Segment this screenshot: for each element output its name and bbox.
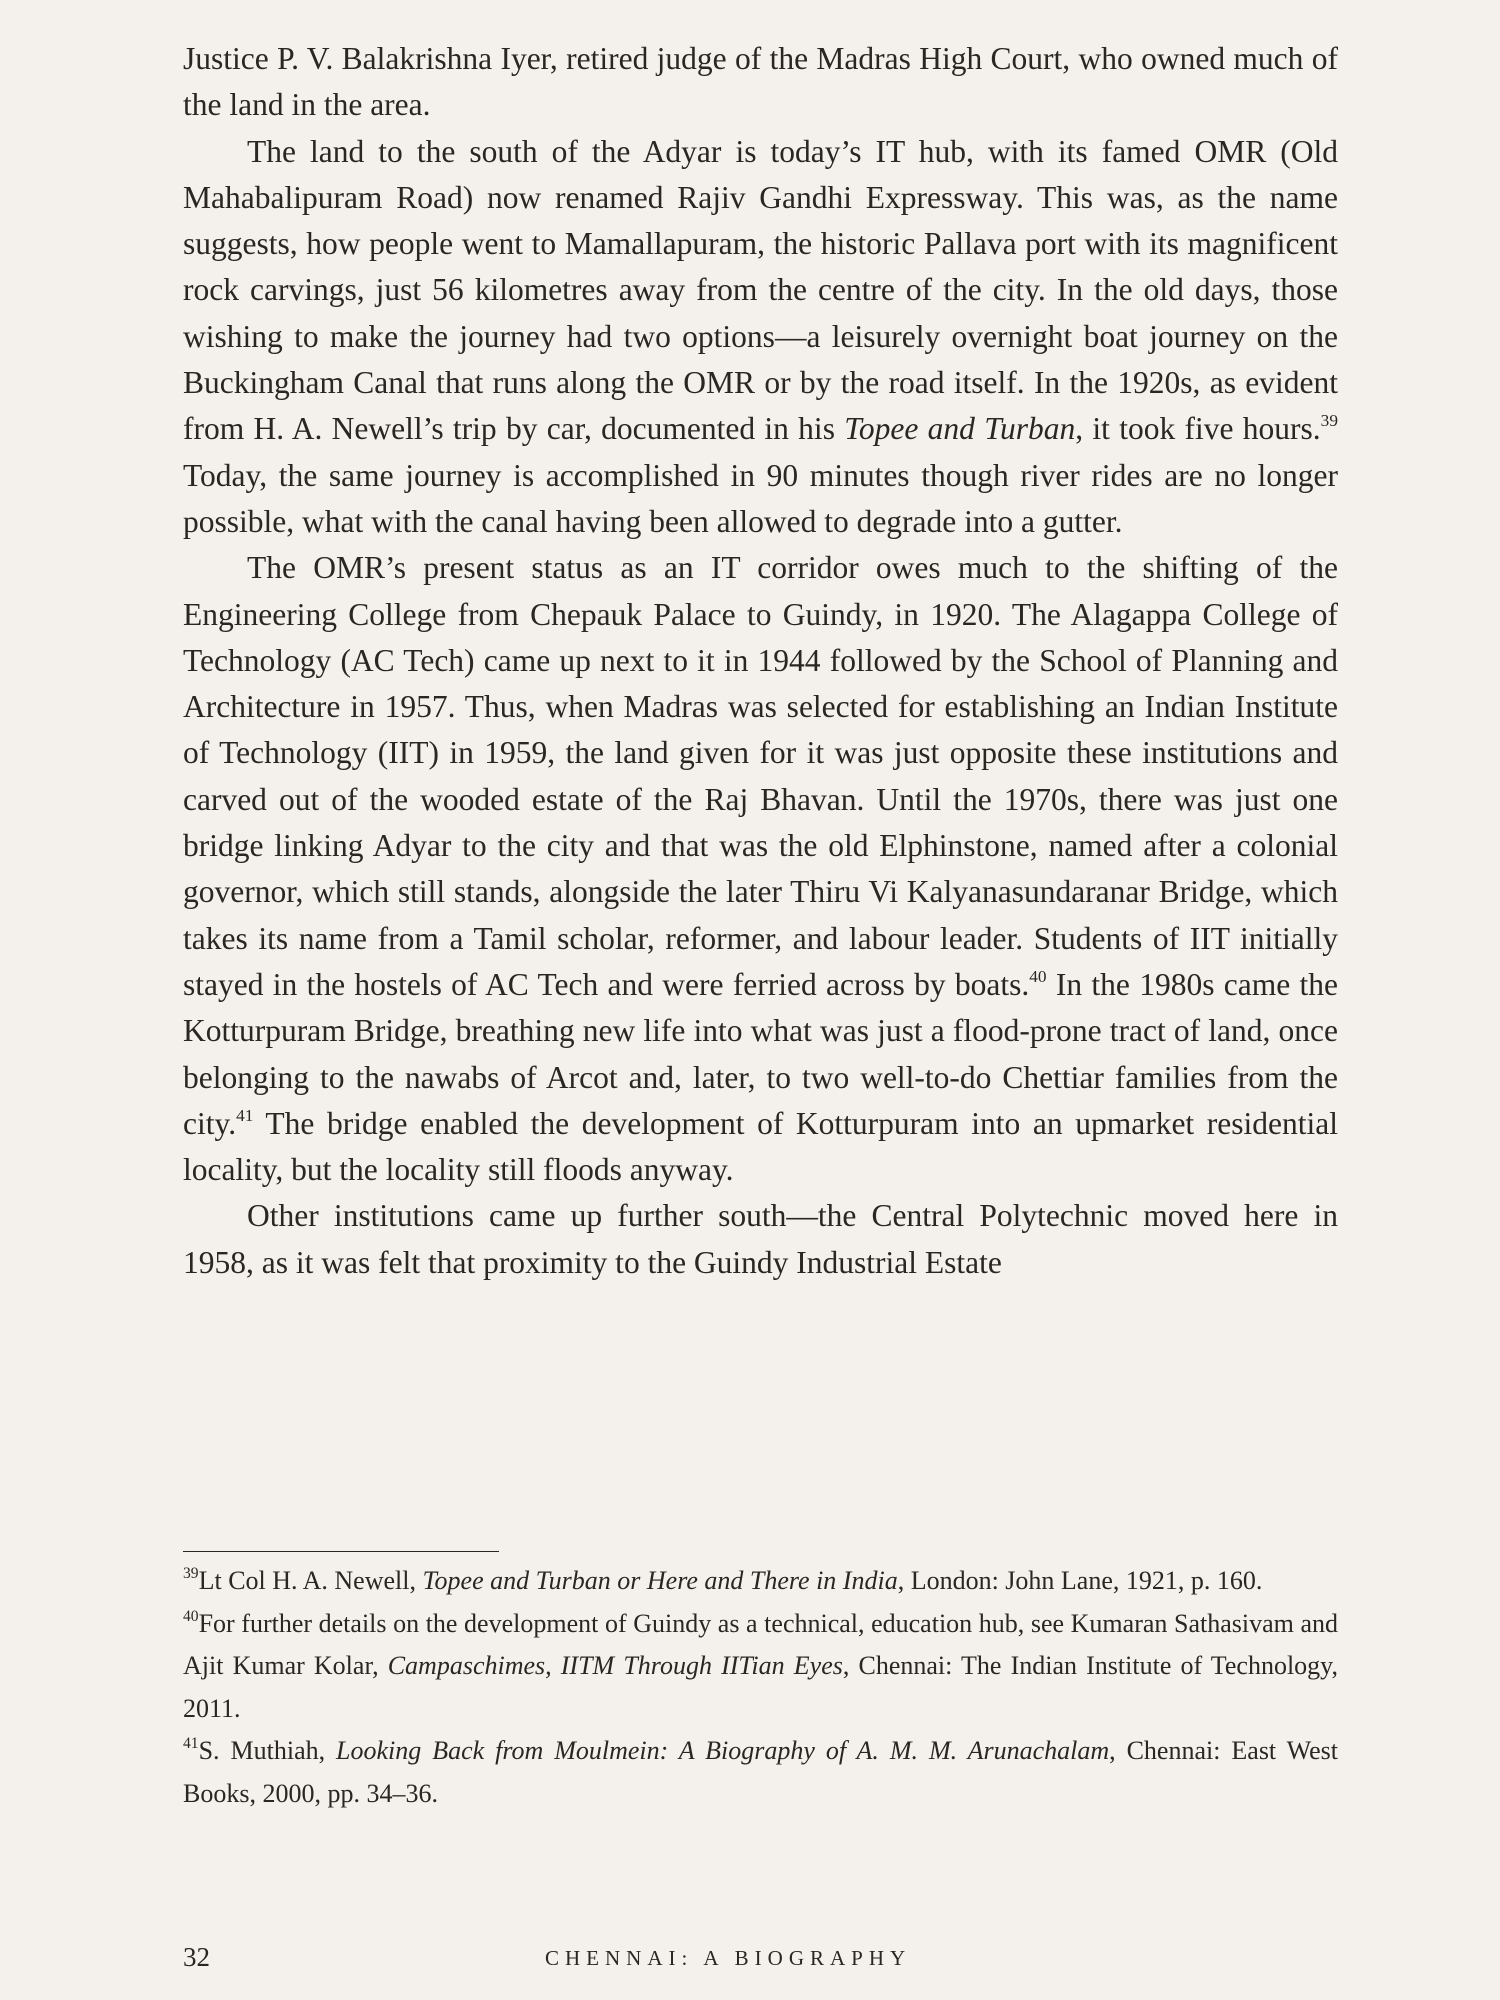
italic-title: Topee and Turban or Here and There in India <box>422 1566 898 1595</box>
text-run: S. Muthiah, <box>198 1736 337 1765</box>
body-text <box>183 36 1338 1286</box>
footnote <box>183 1730 1338 1815</box>
text-run: , Chennai: East West Books, 2000, pp. 34–36. <box>183 1736 1338 1808</box>
text-run: Other institutions came up further south—the Central Polytechnic moved here in 1958, as it was felt that proximity to the Guindy Industrial Estate <box>183 1198 1338 1280</box>
text-run: For further details on the development of Guindy as a technical, education hub, see Kumaran Sathasivam and Ajit Kumar Kolar, <box>183 1608 1338 1680</box>
text-run: The land to the south of the Adyar is today’s IT hub, with its famed OMR (Old Mahabalipuram Road) now renamed Rajiv Gandhi Expressway. This was, as the name suggests, how people went to Mamallapuram, the historic Pallava port with its magnificent rock carvings, just 56 kilometres away from the centre of the city. In the old days, those wishing to make the journey had two options—a leisurely overnight boat journey on the Buckingham Canal that runs along the OMR or by the road itself. In the 1920s, as evident from H. A. Newell’s trip by car, documented in his <box>183 133 1338 447</box>
paragraph <box>183 36 1338 129</box>
paragraph <box>183 129 1338 546</box>
note-reference: 39 <box>1320 411 1338 431</box>
footnote-rule <box>183 1551 499 1552</box>
italic-title: Topee and Turban <box>844 411 1076 447</box>
note-reference: 41 <box>236 1105 254 1125</box>
note-reference: 41 <box>183 1735 199 1753</box>
page-number: 32 <box>183 1942 210 1972</box>
footnote <box>183 1603 1338 1731</box>
text-run: The OMR’s present status as an IT corridor owes much to the shifting of the Engineering College from Chepauk Palace to Guindy, in 1920. The Alagappa College of Technology (AC Tech) came up next to it in 1944 followed by the School of Planning and Architecture in 1957. Thus, when Madras was selected for establishing an Indian Institute of Technology (IIT) in 1959, the land given for it was just opposite these institutions and carved out of the wooded estate of the Raj Bhavan. Until the 1970s, there was just one bridge linking Adyar to the city and that was the old Elphinstone, named after a colonial governor, which still stands, alongside the later Thiru Vi Kalyanasundaranar Bridge, which takes its name from a Tamil scholar, reformer, and labour leader. Students of IIT initially stayed in the hostels of AC Tech and were ferried across by boats. <box>183 550 1338 1002</box>
text-run: Lt Col H. A. Newell, <box>198 1566 423 1595</box>
text-run: Today, the same journey is accomplished in 90 minutes though river rides are no longer possible, what with the canal having been allowed to degrade into a gutter. <box>183 457 1338 539</box>
paragraph <box>183 545 1338 1193</box>
text-run: , it took five hours. <box>1075 411 1321 447</box>
note-reference: 40 <box>1029 966 1047 986</box>
text-run: Justice P. V. Balakrishna Iyer, retired judge of the Madras High Court, who owned much of the land in the area. <box>183 41 1338 123</box>
text-run: In the 1980s came the Kotturpuram Bridge, breathing new life into what was just a flood-prone tract of land, once belonging to the nawabs of Arcot and, later, to two well-to-do Chettiar families from the city. <box>183 966 1338 1141</box>
footnotes <box>183 1560 1338 1815</box>
text-run: The bridge enabled the development of Kotturpuram into an upmarket residential locality, but the locality still floods anyway. <box>183 1105 1338 1188</box>
text-run: , Chennai: The Indian Institute of Technology, 2011. <box>183 1651 1338 1723</box>
note-reference: 39 <box>183 1565 199 1583</box>
footnote <box>183 1560 1338 1603</box>
text-run: , London: John Lane, 1921, p. 160. <box>897 1566 1263 1595</box>
italic-title: Campaschimes, IITM Through IITian Eyes <box>387 1651 843 1680</box>
running-head: CHENNAI: A BIOGRAPHY <box>545 1946 912 1970</box>
paragraph <box>183 1193 1338 1286</box>
italic-title: Looking Back from Moulmein: A Biography of A. M. M. Arunachalam <box>336 1736 1110 1765</box>
note-reference: 40 <box>183 1607 199 1625</box>
